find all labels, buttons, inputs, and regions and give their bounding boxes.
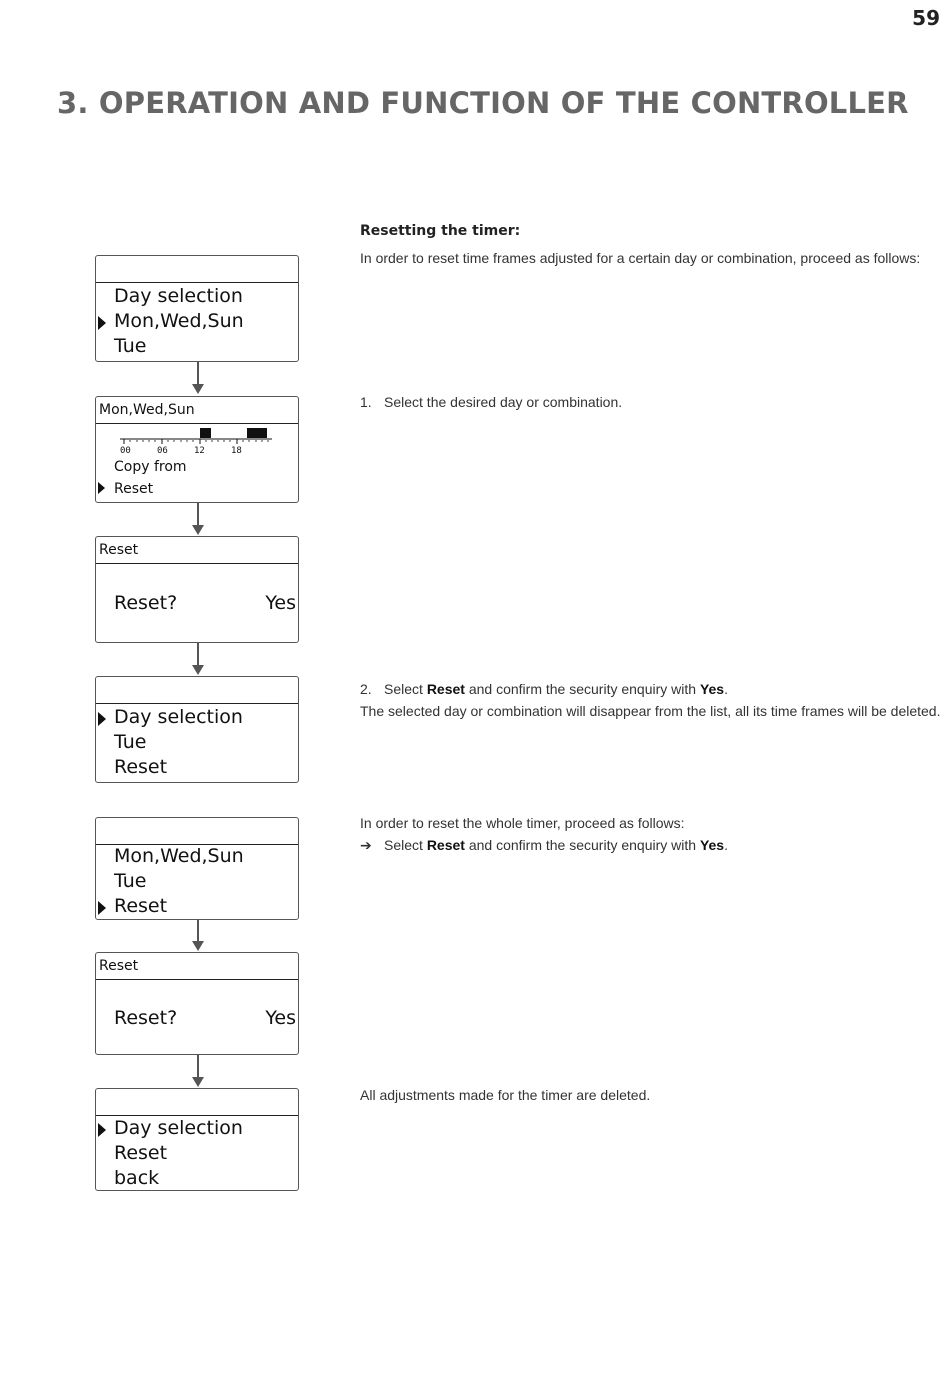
timeline-bar-icon (96, 425, 300, 455)
lcd-line-selected: Mon,Wed,Sun (114, 310, 244, 332)
lcd-line: Copy from (114, 459, 187, 475)
flow-arrow-icon (197, 1055, 199, 1085)
lcd-screen-reset-confirm (95, 952, 299, 1055)
lcd-line-selected: Reset (114, 895, 168, 917)
lcd-line: Tue (114, 870, 147, 892)
instruction-text: and confirm the security enquiry with (464, 837, 700, 853)
lcd-screen-timer-menu (95, 1088, 299, 1191)
reset-keyword: Reset (426, 837, 465, 853)
cursor-arrow-icon (98, 712, 106, 726)
lcd-line: Reset (114, 756, 168, 778)
lcd-line-selected: Reset (114, 481, 154, 497)
step-text: and confirm the security enquiry with (464, 681, 700, 697)
section-heading: Resetting the timer: (360, 223, 521, 239)
flow-arrow-icon (197, 362, 199, 392)
yes-option: Yes (265, 1007, 296, 1029)
chapter-title: 3. OPERATION AND FUNCTION OF THE CONTROLLER (57, 86, 909, 120)
step-text: Select (384, 681, 427, 697)
cursor-arrow-icon (98, 1123, 106, 1137)
yes-keyword: Yes (699, 837, 725, 853)
lcd-header: Reset (96, 953, 298, 980)
lcd-header: Reset (96, 537, 298, 564)
tick-label: 00 (120, 446, 131, 455)
step-number: 1. (360, 394, 372, 410)
yes-keyword: Yes (699, 681, 725, 697)
yes-option: Yes (265, 592, 296, 614)
lcd-header (96, 818, 298, 845)
step-2 (360, 681, 728, 697)
tick-label: 06 (157, 446, 168, 455)
lcd-screen-reset-confirm (95, 536, 299, 643)
lcd-line: Mon,Wed,Sun (114, 845, 244, 867)
tick-label: 18 (231, 446, 242, 455)
reset-question: Reset? (114, 1007, 178, 1029)
flow-arrow-icon (197, 503, 199, 533)
reset-question: Reset? (114, 592, 178, 614)
lcd-screen-timer-list (95, 817, 299, 920)
lcd-screen-timer-day (95, 396, 299, 503)
lcd-line-selected: Day selection (114, 1117, 243, 1139)
lcd-header (96, 677, 298, 704)
lcd-line: back (114, 1167, 160, 1189)
lcd-line: Reset (114, 1142, 168, 1164)
cursor-arrow-icon (98, 316, 106, 330)
page-number: 59 (912, 6, 940, 30)
right-arrow-icon: ➔ (360, 837, 372, 853)
intro-text: In order to reset time frames adjusted for a certain day or combination, proceed as follows: (360, 250, 921, 266)
lcd-header (96, 256, 298, 283)
lcd-line: Tue (114, 335, 147, 357)
lcd-header: Mon,Wed,Sun (96, 397, 298, 424)
step-2-note: The selected day or combination will disappear from the list, all its time frames will be deleted. (360, 703, 941, 719)
flow-arrow-icon (197, 920, 199, 949)
lcd-line-selected: Day selection (114, 706, 243, 728)
lcd-header (96, 1089, 298, 1116)
lcd-line: Tue (114, 731, 147, 753)
cursor-arrow-icon (98, 901, 106, 915)
lcd-screen-day-list (95, 676, 299, 783)
step-text: . (724, 681, 728, 697)
lcd-screen-day-selection (95, 255, 299, 362)
whole-timer-instruction (360, 837, 728, 854)
step-1 (360, 394, 622, 410)
whole-timer-intro: In order to reset the whole timer, proceed as follows: (360, 815, 685, 831)
tick-label: 12 (194, 446, 205, 455)
reset-keyword: Reset (426, 681, 465, 697)
lcd-line: Day selection (114, 285, 243, 307)
step-text: Select the desired day or combination. (384, 394, 623, 410)
cursor-arrow-icon (98, 482, 105, 494)
instruction-text: Select (384, 837, 427, 853)
step-number: 2. (360, 681, 372, 697)
result-text: All adjustments made for the timer are deleted. (360, 1087, 651, 1103)
flow-arrow-icon (197, 643, 199, 673)
instruction-text: . (724, 837, 728, 853)
